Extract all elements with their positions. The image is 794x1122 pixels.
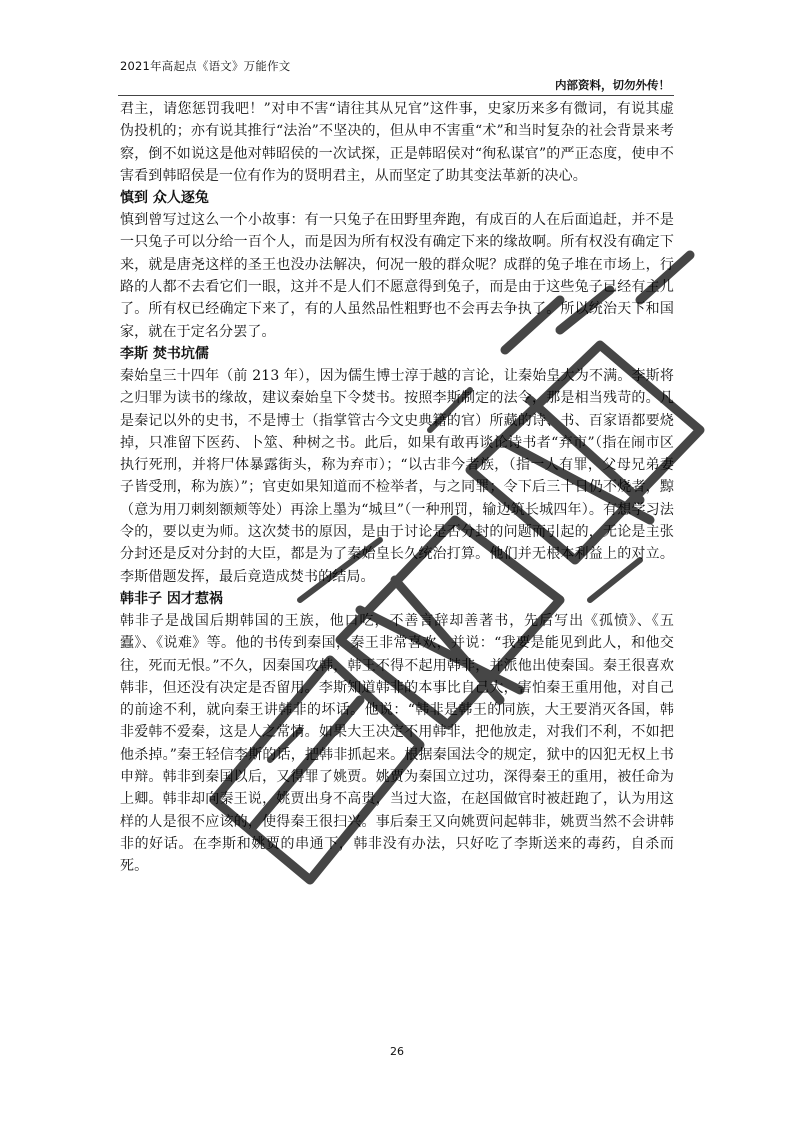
intro-paragraph: 君主，请您惩罚我吧！”对申不害“请往其从兄官”这件事，史家历来多有微词，有说其虚伪投机的；亦有说其推行“法治”不坚决的，但从申不害重“术”和当时复杂的社会背景来考察，倒不如说这是他对韩昭侯的一次试探，正是韩昭侯对“徇私谋官”的严正态度，使申不害看到韩昭侯是一位有作为的贤明君主，从而坚定了助其变法革新的决心。 xyxy=(120,101,674,184)
section-title-lisi: 李斯 焚书坑儒 xyxy=(120,345,209,362)
section-title-hanfeizi: 韩非子 因才惹祸 xyxy=(120,590,223,607)
section-paragraph-lisi: 秦始皇三十四年（前 213 年），因为儒生博士淳于越的言论，让秦始皇大为不满。李斯将之归罪为读书的缘故，建议秦始皇下令焚书。按照李斯制定的法令，那是相当残苛的。凡是秦记以外的史书，不是博士（指掌管古今文史典籍的官）所藏的诗、书、百家语都要烧掉，只准留下医药、卜筮、种树之书。此后，如果有敢再谈论诗书者“弃市”（指在闹市区执行死刑，并将尸体暴露街头，称为弃市）；“以古非今者族，（指一人有罪，父母兄弟妻子皆受刑，称为族）”；官吏如果知道而不检举者，与之同罪；令下后三十日仍不烧者，黥（意为用刀刺刻额颊等处）再涂上墨为“城旦”（一种刑罚，输边筑长城四年）。有想学习法令的，要以吏为师。这次焚书的原因，是由于讨论是否分封的问题而引起的，无论是主张分封还是反对分封的大臣，都是为了秦始皇长久统治打算。他们并无根本利益上的对立。李斯借题发挥，最后竟造成焚书的结局。 xyxy=(120,367,674,585)
section-paragraph-hanfeizi: 韩非子是战国后期韩国的王族，他口吃，不善言辞却善著书，先后写出《孤愤》、《五蠹》、《说难》等。他的书传到秦国，秦王非常喜欢，并说：“我要是能见到此人，和他交往，死而无恨。”不久，因秦国攻韩，韩王不得不起用韩非，并派他出使秦国。秦王很喜欢韩非，但还没有决定是否留用。李斯知道韩非的本事比自己大，害怕秦王重用他，对自己的前途不利，就向秦王讲韩非的坏话。他说：“韩非是韩王的同族，大王要消灭各国，韩非爱韩不爱秦，这是人之常情。如果大王决定不用韩非，把他放走，对我们不利，不如把他杀掉。”秦王轻信李斯的话，把韩非抓起来。根据秦国法令的规定，狱中的囚犯无权上书申辩。韩非到秦国以后，又得罪了姚贾。姚贾为秦国立过功，深得秦王的重用，被任命为上卿。韩非却向秦王说，姚贾出身不高贵，当过大盗，在赵国做官时被赶跑了，认为用这样的人是很不应该的，使得秦王很扫兴。事后秦王又向姚贾问起韩非，姚贾当然不会讲韩非的好话。在李斯和姚贾的串通下，韩非没有办法，只好吃了李斯送来的毒药，自杀而死。 xyxy=(120,612,674,875)
header-divider xyxy=(118,95,674,96)
document-title: 2021年高起点《语文》万能作文 xyxy=(120,59,291,73)
section-paragraph-shendao: 慎到曾写过这么一个小故事：有一只兔子在田野里奔跑，有成百的人在后面追赶，并不是一只兔子可以分给一百个人，而是因为所有权没有确定下来的缘故啊。所有权没有确定下来，就是唐尧这样的圣王也没办法解决，何况一般的群众呢？成群的兔子堆在市场上，行路的人都不去看它们一眼，这并不是人们不愿意得到兔子，而是由于这些兔子已经有主儿了。所有权已经确定下来了，有的人虽然品性粗野也不会再去争执了。所以统治天下和国家，就在于定名分罢了。 xyxy=(120,212,674,340)
section-title-shendao: 慎到 众人逐兔 xyxy=(120,190,209,207)
confidential-notice: 内部资料，切勿外传！ xyxy=(555,78,670,92)
main-content xyxy=(120,98,674,878)
page-number: 26 xyxy=(390,1045,404,1058)
